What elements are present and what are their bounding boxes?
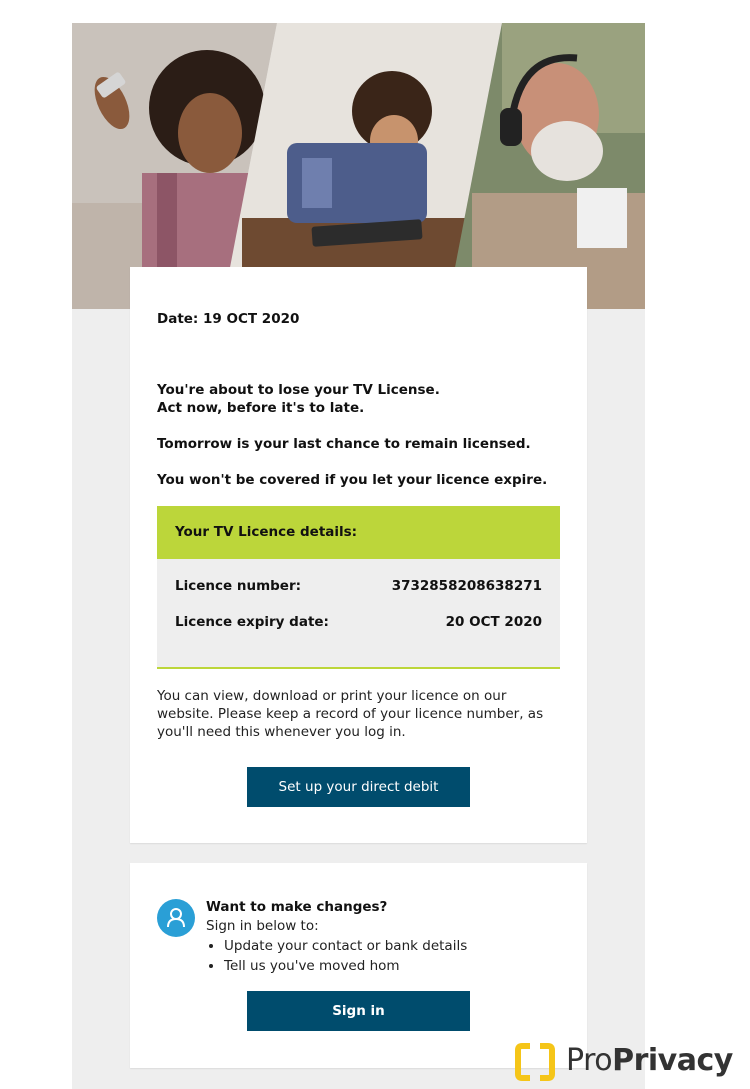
signin-card <box>130 863 587 1068</box>
changes-bullet-list <box>206 936 467 976</box>
list-item: Tell us you've moved hom <box>206 956 467 976</box>
proprivacy-watermark <box>514 1040 740 1084</box>
warning-line-2: Act now, before it's to late. <box>157 400 365 416</box>
proprivacy-wordmark <box>566 1043 733 1078</box>
licence-details-header <box>157 506 560 559</box>
licence-info-text: You can view, download or print your licence on our website. Please keep a record of your licence number, as you'll need this whenever you log in. <box>157 688 544 740</box>
sign-in-button[interactable]: Sign in <box>247 991 470 1031</box>
licence-expiry-label: Licence expiry date: <box>175 614 329 630</box>
proprivacy-logo-icon <box>514 1042 556 1082</box>
direct-debit-button[interactable]: Set up your direct debit <box>247 767 470 807</box>
warning-line-4: You won't be covered if you let your licence expire. <box>157 472 548 488</box>
list-item: Update your contact or bank details <box>206 936 467 956</box>
licence-details-panel <box>157 559 560 669</box>
user-icon <box>157 899 195 937</box>
changes-title: Want to make changes? <box>206 899 388 915</box>
email-date: Date: 19 OCT 2020 <box>157 311 300 327</box>
warning-line-1: You're about to lose your TV License. <box>157 382 440 398</box>
licence-expiry-value: 20 OCT 2020 <box>445 614 542 630</box>
licence-details-title: Your TV Licence details: <box>175 524 358 540</box>
changes-subtitle: Sign in below to: <box>206 918 319 934</box>
brand-privacy: Privacy <box>612 1043 733 1078</box>
licence-card <box>130 267 587 843</box>
warning-line-3: Tomorrow is your last chance to remain licensed. <box>157 436 531 452</box>
licence-number-label: Licence number: <box>175 578 302 594</box>
brand-pro: Pro <box>566 1043 613 1078</box>
licence-number-value: 3732858208638271 <box>391 578 542 594</box>
